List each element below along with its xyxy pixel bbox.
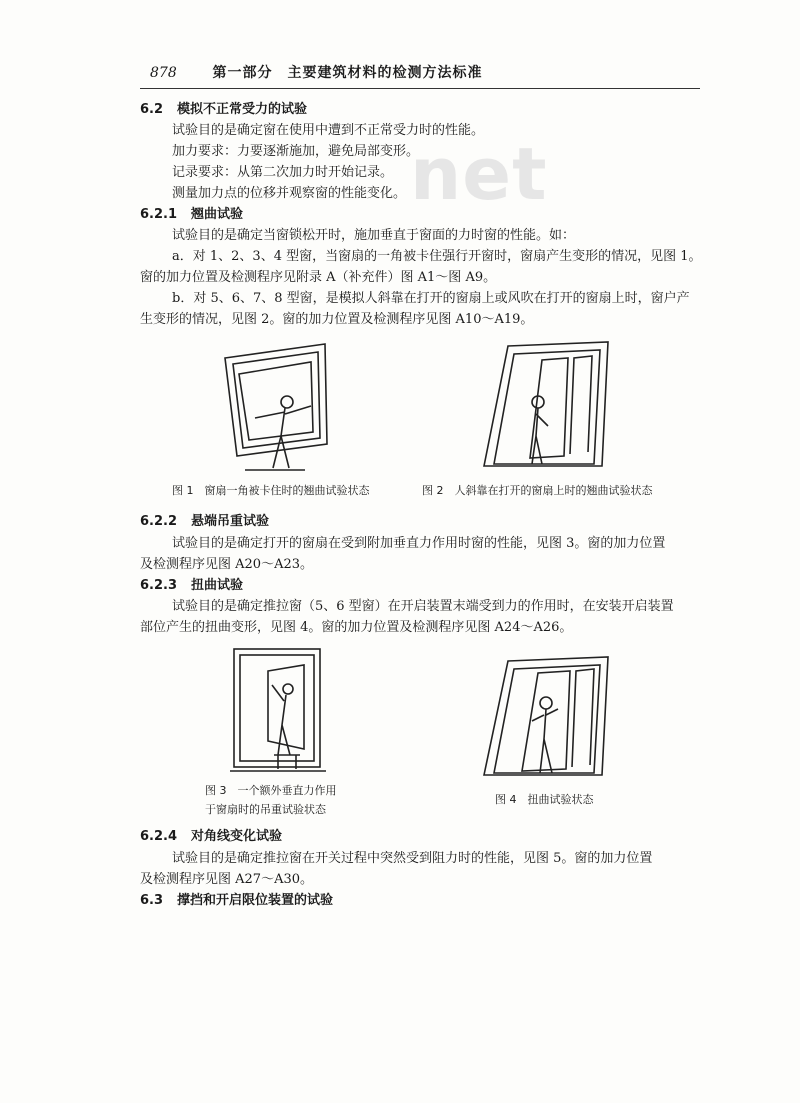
paragraph: 生变形的情况，见图 2。窗的加力位置及检测程序见图 A10～A19。	[140, 312, 534, 327]
figure-3-caption-line-2: 于窗扇时的吊重试验状态	[205, 803, 326, 816]
watermark: net	[410, 132, 548, 216]
section-6-2-4-heading	[140, 828, 700, 846]
section-6-2-3-heading	[140, 577, 700, 595]
paragraph: a．对 1、2、3、4 型窗，当窗扇的一角被卡住强行开窗时，窗扇产生变形的情况，见图 1。	[172, 249, 702, 264]
paragraph: 记录要求：从第二次加力时开始记录。	[172, 165, 394, 180]
paragraph: b．对 5、6、7、8 型窗，是模拟人斜靠在打开的窗扇上或风吹在打开的窗扇上时，窗户产	[172, 291, 690, 306]
figure-3-caption-line-1: 图 3 一个额外垂直力作用	[205, 784, 337, 797]
section-number: 6.2.1	[140, 207, 178, 222]
section-number: 6.2	[140, 102, 164, 117]
section-title: 悬端吊重试验	[191, 514, 270, 529]
section-6-2-2-heading	[140, 513, 700, 531]
paragraph: 试验目的是确定当窗锁松开时，施加垂直于窗面的力时窗的性能。如：	[172, 228, 576, 243]
paragraph: 及检测程序见图 A27～A30。	[140, 872, 313, 887]
figure-1-illustration	[215, 340, 335, 475]
section-6-2-1-heading	[140, 206, 700, 224]
paragraph: 部位产生的扭曲变形，见图 4。窗的加力位置及检测程序见图 A24～A26。	[140, 620, 573, 635]
section-title: 撑挡和开启限位装置的试验	[177, 893, 334, 908]
section-number: 6.2.3	[140, 578, 178, 593]
figure-4-illustration	[478, 655, 618, 780]
header-rule	[140, 88, 700, 89]
page-number: 878	[150, 65, 177, 81]
section-number: 6.3	[140, 893, 164, 908]
figure-3-illustration	[228, 645, 328, 775]
section-6-2-heading	[140, 101, 700, 119]
section-6-3-heading	[140, 892, 700, 910]
paragraph: 加力要求：力要逐渐施加，避免局部变形。	[172, 144, 420, 159]
paragraph: 试验目的是确定推拉窗（5、6 型窗）在开启装置末端受到力的作用时，在安装开启装置	[172, 599, 674, 614]
figure-2-illustration	[478, 340, 618, 470]
section-title: 翘曲试验	[191, 207, 244, 222]
figure-2-caption: 图 2 人斜靠在打开的窗扇上时的翘曲试验状态	[422, 484, 653, 497]
paragraph: 窗的加力位置及检测程序见附录 A（补充件）图 A1～图 A9。	[140, 270, 497, 285]
section-number: 6.2.2	[140, 514, 178, 529]
page-header	[150, 62, 710, 82]
figure-4-caption: 图 4 扭曲试验状态	[495, 793, 594, 806]
paragraph: 测量加力点的位移并观察窗的性能变化。	[172, 186, 407, 201]
page-title: 第一部分 主要建筑材料的检测方法标准	[212, 65, 483, 81]
section-number: 6.2.4	[140, 829, 178, 844]
section-title: 对角线变化试验	[191, 829, 283, 844]
figure-1-caption: 图 1 窗扇一角被卡住时的翘曲试验状态	[172, 484, 370, 497]
paragraph: 试验目的是确定窗在使用中遭到不正常受力时的性能。	[172, 123, 485, 138]
paragraph: 试验目的是确定推拉窗在开关过程中突然受到阻力时的性能，见图 5。窗的加力位置	[172, 851, 653, 866]
paragraph: 试验目的是确定打开的窗扇在受到附加垂直力作用时窗的性能，见图 3。窗的加力位置	[172, 536, 666, 551]
section-title: 扭曲试验	[191, 578, 244, 593]
paragraph: 及检测程序见图 A20～A23。	[140, 557, 313, 572]
section-title: 模拟不正常受力的试验	[177, 102, 308, 117]
